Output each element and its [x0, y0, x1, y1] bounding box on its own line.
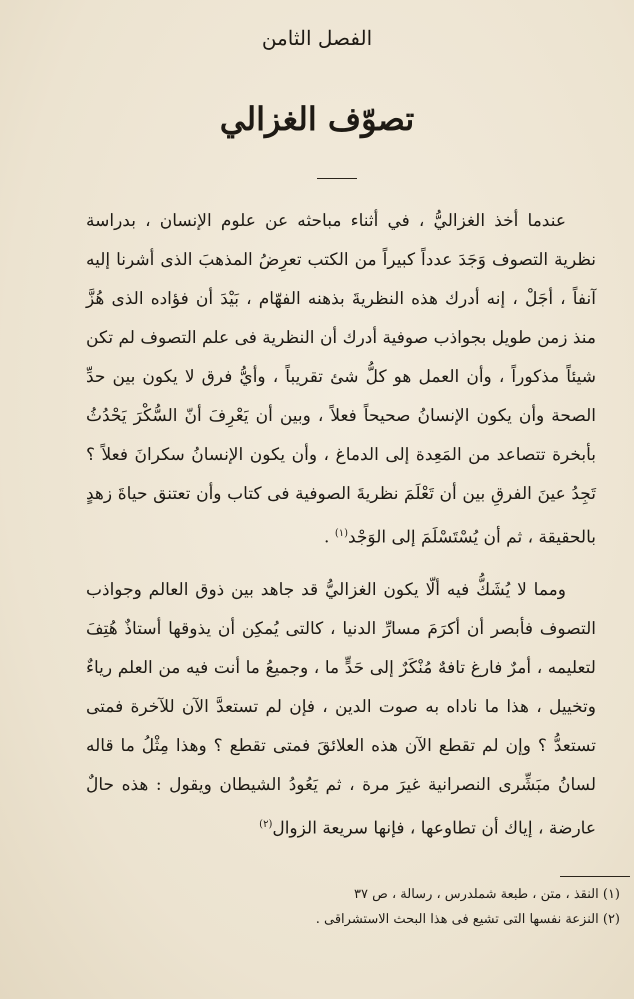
footnote-divider: [560, 876, 630, 877]
body-text: [86, 202, 596, 848]
paragraph-2-text: ومما لا يُشَكُّ فيه ألّا يكون الغزاليُّ قد جاهد بين ذوق العالم وجواذب التصوف فأبصر أن أكرَمَ مسارِّ الدنيا ، كالتى يُمكِن أن يذوقها أستاذٌ هُتِفَ لتعليمه ، أمرٌ فارغ تافهٌ مُنْكَرٌ إلى حَدٍّ ما ، وجميعُ ما أنت فيه من العلم رياءٌ وتخييل ، هذا ما ناداه به صوت الدين ، فإن لم تستعدَّ الآن للآخرة فمتى تستعدُّ ؟ وإن لم تقطع الآن هذه العلائقَ فمتى تقطع ؟ وهذا مِثْلُ ما قاله لسانُ مبَشِّرى النصرانية غيرَ مرة ، ثم يَعُودُ الشيطان ويقول : هذه حالٌ عارضة ، إياك أن تطاوعها ، فإنها سريعة الزوال: [86, 579, 596, 839]
footnote-1: (١) النقذ ، متن ، طبعة شملدرس ، رسالة ، ص ٣٧: [354, 887, 620, 902]
paragraph-1-end: .: [324, 527, 335, 548]
footnote-ref-1: (١): [334, 528, 348, 539]
chapter-title: تصوّف الغزالي: [219, 100, 415, 138]
footnote-2: (٢) النزعة نفسها التى تشيع فى هذا البحث الاستشراقى .: [315, 912, 620, 927]
paragraph-1: [86, 202, 596, 558]
paragraph-1-text: عندما أخذ الغزاليُّ ، في أثناء مباحثه عن علوم الإنسان ، بدراسة نظرية التصوف وَجَدَ عدداً كبيراً من الكتب تعرِضُ المذهبَ الذى أشرنا إليه آنفاً ، أجَلْ ، إنه أدرك هذه النظريةَ بذهنه الفهّام ، بَيْدَ أن فؤاده الذى هُزَّ منذ زمن طويل بجواذب صوفية أدرك أن النظرية فى علم التصوف لم تكن شيئاً مذكوراً ، وأن العمل هو كلُّ شئ تقريباً ، وأيُّ فرق لا يكون بين حدِّ الصحة وأن يكون الإنسانُ صحيحاً فعلاً ، وبين أن يَعْرِفَ أنّ السُّكْرَ يَحْدُثُ بأبخرة تتصاعد من المَعِدة إلى الدماغ ، وأن يكون الإنسانُ سكرانَ فعلاً ؟ تَجِدُ عينَ الفرقِ بين أن تَعْلَمَ نظريةَ الصوفية فى كتاب وأن تعتنق حياةَ زهدٍ بالحقيقة ، ثم أن يُسْتَسْلَمَ إلى الوَجْد: [86, 211, 596, 548]
chapter-label: الفصل الثامن: [261, 26, 373, 50]
footnote-ref-2: (٢): [259, 818, 273, 830]
paragraph-2: [86, 571, 596, 849]
footnotes: [150, 882, 620, 932]
title-divider: [317, 178, 357, 179]
